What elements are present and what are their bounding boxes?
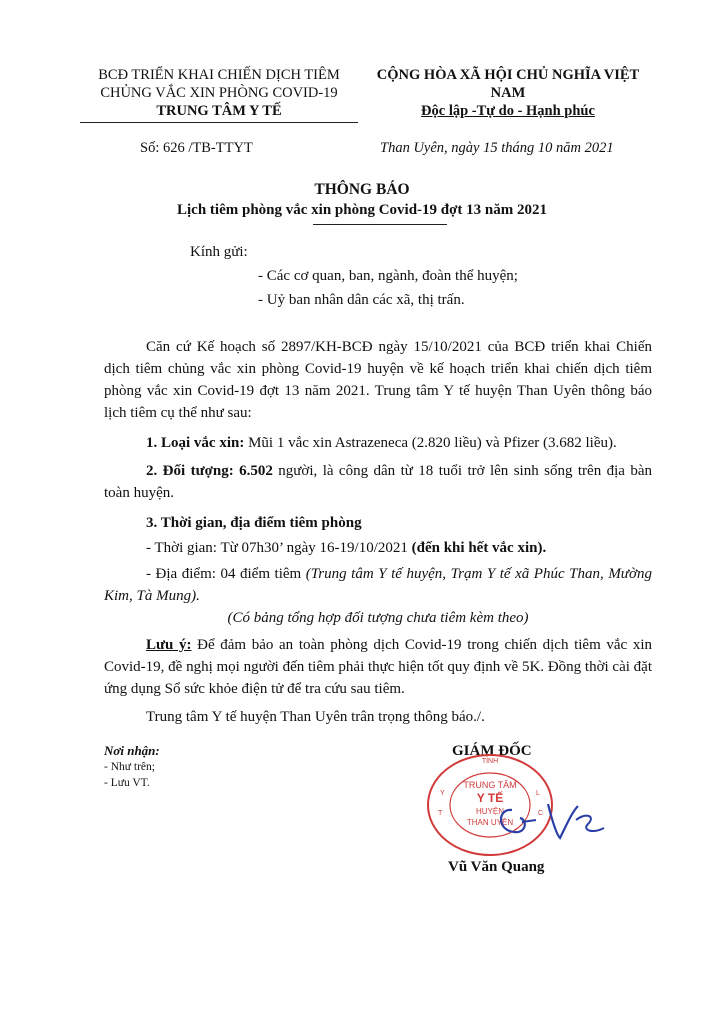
national-header: [360, 66, 656, 120]
time-line: [104, 537, 652, 559]
issuer-line-1: BCĐ TRIỂN KHAI CHIẾN DỊCH TIÊM: [98, 67, 340, 83]
document-number: Số: 626 /TB-TTYT: [140, 140, 253, 156]
national-title: CỘNG HÒA XÃ HỘI CHỦ NGHĨA VIỆT NAM: [376, 67, 640, 101]
time-text: - Thời gian: Từ 07h30’ ngày 16-19/10/2021: [146, 540, 412, 556]
place-date: Than Uyên, ngày 15 tháng 10 năm 2021: [380, 140, 614, 156]
closing-line: Trung tâm Y tế huyện Than Uyên trân trọng thông báo./.: [146, 709, 485, 725]
recipient-2: - Uỷ ban nhân dân các xã, thị trấn.: [258, 292, 465, 308]
greeting: Kính gửi:: [190, 244, 248, 260]
item-vaccine-type-text: Mũi 1 vắc xin Astrazeneca (2.820 liều) và Pfizer (3.682 liều).: [244, 435, 617, 451]
recipients-item-1: - Như trên;: [104, 761, 155, 773]
issuer-divider: [80, 122, 358, 123]
note-text: Để đảm bảo an toàn phòng dịch Covid-19 trong chiến dịch tiêm vắc xin Covid-19, đề nghị mọi người đến tiêm phải thực hiện tốt quy định về 5K. Đồng thời cài đặt ứng dụng Sổ sức khỏe điện tử để tra cứu sau tiêm.: [104, 637, 653, 697]
stamp-line-3: HUYỆN: [475, 807, 505, 816]
signer-name: Vũ Văn Quang: [448, 859, 545, 875]
subtitle-divider: [313, 224, 447, 225]
note-label: Lưu ý:: [146, 637, 192, 653]
item-vaccine-type-label: 1. Loại vắc xin:: [146, 435, 245, 451]
location-italic: (Trung tâm Y tế huyện, Trạm Y tế xã Phúc Than, Mường Kim, Tà Mung).: [104, 566, 652, 604]
stamp-line-1: TRUNG TÂM: [463, 780, 517, 790]
issuer-header: [78, 66, 360, 123]
item-time-location-heading: 3. Thời gian, địa điểm tiêm phòng: [146, 515, 362, 531]
location-text: - Địa điểm: 04 điểm tiêm: [146, 566, 306, 582]
note-paragraph: [104, 634, 652, 700]
recipients-item-2: - Lưu VT.: [104, 777, 150, 789]
item-target: [104, 460, 652, 504]
issuer-line-3: TRUNG TÂM Y TẾ: [156, 103, 282, 119]
issuer-line-2: CHỦNG VẮC XIN PHÒNG COVID-19: [100, 85, 338, 101]
recipient-1: - Các cơ quan, ban, ngành, đoàn thể huyện;: [258, 268, 518, 284]
svg-text:C: C: [538, 810, 544, 817]
svg-text:TỈNH: TỈNH: [481, 758, 499, 765]
stamp-line-2: Y TẾ: [476, 791, 504, 805]
svg-text:T: T: [438, 810, 443, 817]
document-title: THÔNG BÁO: [314, 181, 410, 198]
recipients-label: Nơi nhận:: [104, 743, 160, 758]
handwritten-signature: [492, 790, 612, 850]
svg-text:L: L: [536, 790, 540, 797]
stamp-line-4: THAN UYÊN: [466, 818, 514, 827]
intro-paragraph: Căn cứ Kế hoạch số 2897/KH-BCĐ ngày 15/10/2021 của BCĐ triển khai Chiến dịch tiêm chủng vắc xin phòng Covid-19 huyện về kế hoạch triển khai chiến dịch tiêm phòng vắc xin Covid-19 đợt 13 năm 2021. Trung tâm Y tế huyện Than Uyên thông báo lịch tiêm cụ thể như sau:: [104, 339, 652, 421]
time-bold: (đến khi hết vắc xin).: [411, 540, 547, 556]
item-vaccine-type: [104, 432, 652, 454]
document-subtitle: Lịch tiêm phòng vắc xin phòng Covid-19 đợt 13 năm 2021: [176, 202, 548, 218]
location-line: [104, 563, 652, 607]
national-motto: Độc lập -Tự do - Hạnh phúc: [421, 103, 595, 119]
item-target-text: người, là công dân từ 18 tuổi trở lên sinh sống trên địa bàn toàn huyện.: [104, 463, 652, 501]
signer-position: GIÁM ĐỐC: [452, 743, 532, 759]
svg-text:Y: Y: [440, 790, 445, 797]
item-target-label: 2. Đối tượng: 6.502: [146, 463, 273, 479]
attachment-note: (Có bảng tổng hợp đối tượng chưa tiêm kèm theo): [227, 610, 529, 626]
